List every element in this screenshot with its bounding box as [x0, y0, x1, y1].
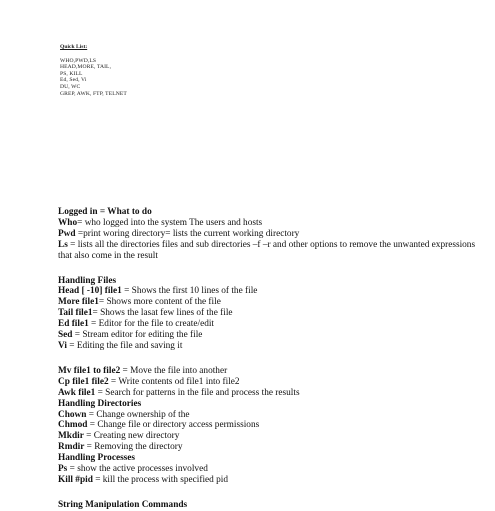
command-term: Head [ -10] file1: [58, 286, 122, 297]
spacer: [58, 486, 483, 500]
quick-list-line: Ed, Sed, Vi: [60, 77, 87, 84]
command-description: = Change ownership of the: [86, 409, 190, 420]
command-term: Mkdir: [58, 431, 84, 442]
command-term: Kill #pid: [58, 474, 93, 485]
command-term: Ed file1: [58, 319, 89, 330]
section-heading-handling-directories: Handling Directories: [58, 398, 142, 409]
command-description: = Shows the first 10 lines of the file: [121, 286, 258, 297]
command-term: Chmod: [58, 420, 88, 431]
quick-list-line: GREP, AWK, FTP, TELNET: [60, 90, 127, 97]
command-description: = who logged into the system The users and hosts: [77, 217, 263, 228]
section-heading-logged-in: Logged in = What to do: [58, 207, 152, 217]
command-term: Vi: [58, 340, 67, 351]
command-description: = Move the file into another: [120, 365, 228, 376]
command-term: Rmdir: [58, 442, 85, 453]
command-term: Awk file1: [58, 387, 96, 398]
command-entry: [58, 341, 483, 352]
command-entry: [58, 308, 483, 319]
quick-list-line: HEAD,MORE, TAIL,: [60, 64, 112, 71]
command-term: Ls: [58, 239, 68, 250]
command-entry: [58, 286, 483, 297]
command-term: Sed: [58, 330, 73, 341]
command-entry: [58, 442, 483, 453]
section-heading-handling-files: Handling Files: [58, 275, 117, 286]
command-entry: [58, 319, 483, 330]
command-entry: [58, 388, 483, 399]
command-description: = Change file or directory access permissions: [87, 420, 260, 431]
command-description: = Search for patterns in the file and process the results: [95, 387, 300, 398]
command-description: = lists all the directories files and sub directories –f –r and other options to remove the unwanted expressions that also come in the result: [58, 239, 476, 261]
command-description: = Creating new directory: [83, 431, 180, 442]
command-description: = Removing the directory: [84, 442, 183, 453]
command-term: Chown: [58, 409, 87, 420]
command-entry: [58, 464, 483, 475]
command-entry: [58, 218, 483, 229]
command-entry: [58, 377, 483, 388]
quick-list-line: PS, KILL: [60, 70, 83, 77]
spacer: [58, 262, 483, 276]
command-term: Mv file1 to file2: [58, 365, 121, 376]
command-description: = Write contents od file1 into file2: [108, 376, 240, 387]
command-entry: [58, 297, 483, 308]
command-description: = kill the process with specified pid: [92, 474, 229, 485]
quick-list: [60, 44, 127, 97]
command-entry: [58, 410, 483, 421]
command-entry: [58, 431, 483, 442]
command-entry: [58, 330, 483, 341]
command-term: Tail file1: [58, 308, 93, 319]
command-term: Pwd: [58, 228, 76, 239]
section-heading-handling-processes: Handling Processes: [58, 453, 136, 464]
command-term: Ps: [58, 464, 68, 475]
command-entry: [58, 229, 483, 240]
command-entry: [58, 240, 483, 262]
command-description: = Editing the file and saving it: [66, 340, 183, 351]
quick-list-line: DU, WC: [60, 83, 81, 90]
command-description: = Editor for the file to create/edit: [88, 319, 215, 330]
command-entry: [58, 366, 483, 377]
command-term: Who: [58, 217, 78, 228]
spacer: [58, 352, 483, 366]
command-description: = Stream editor for editing the file: [72, 330, 203, 341]
command-entry: [58, 420, 483, 431]
command-term: More file1: [58, 297, 99, 308]
command-term: Cp file1 file2: [58, 376, 109, 387]
quick-list-title: Quick List:: [60, 44, 88, 50]
command-reference: [58, 207, 483, 511]
command-description: = Shows the lasat few lines of the file: [92, 308, 233, 319]
command-description: = Shows more content of the file: [98, 297, 221, 308]
command-description: =print woring directory= lists the current working directory: [75, 228, 300, 239]
command-description: = show the active processes involved: [67, 464, 208, 475]
command-entry: [58, 475, 483, 486]
section-heading-string-manipulation: String Manipulation Commands: [58, 499, 188, 510]
quick-list-line: WHO,PWD,LS: [60, 57, 97, 64]
